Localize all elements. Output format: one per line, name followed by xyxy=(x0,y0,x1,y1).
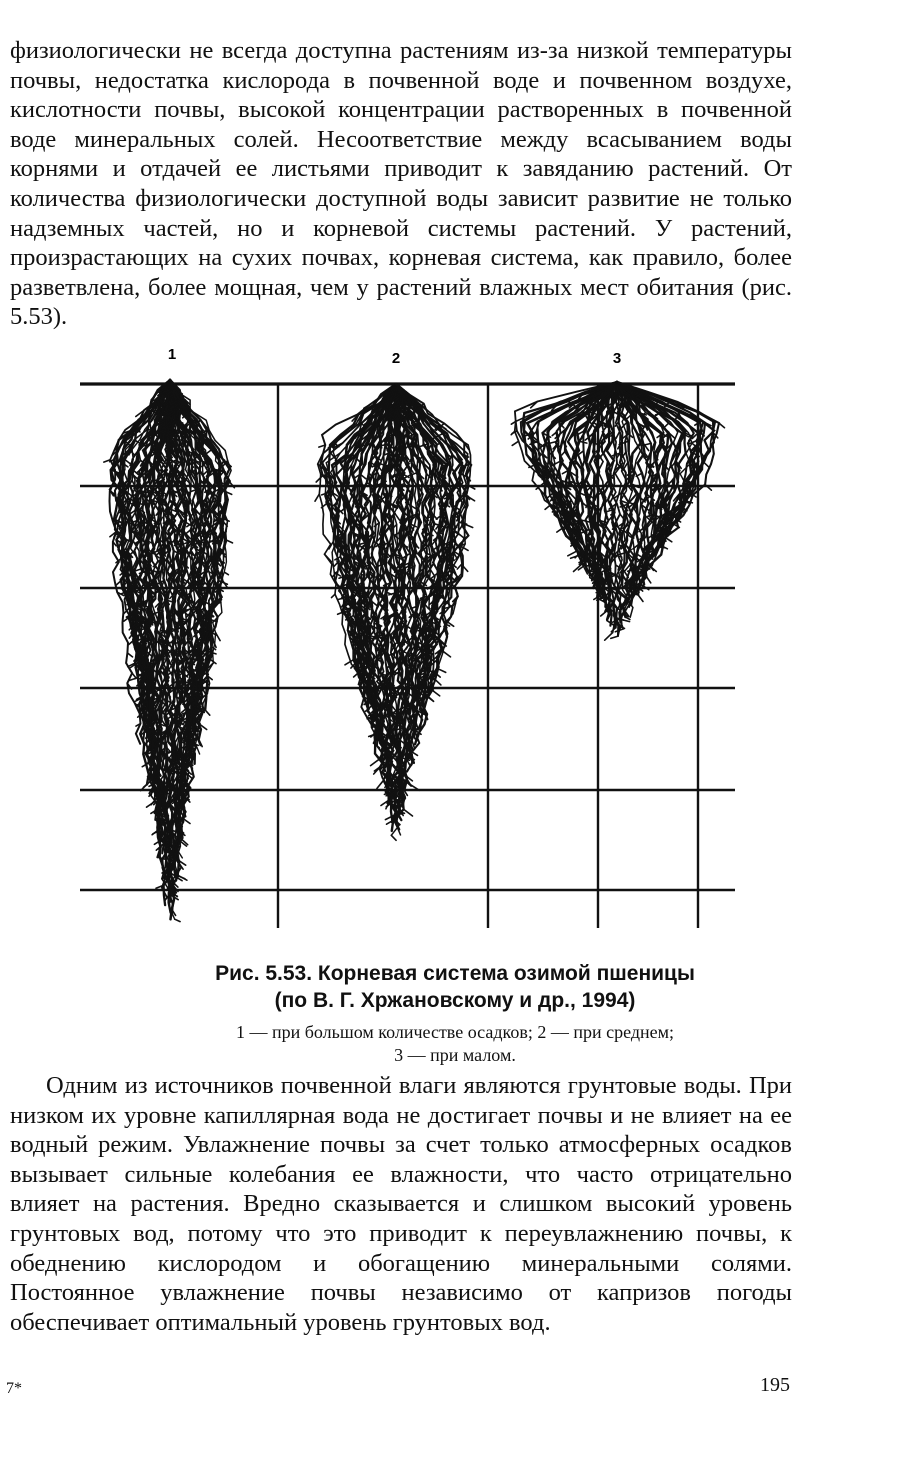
figure-label-3: 3 xyxy=(612,350,622,367)
figure-caption-title: Рис. 5.53. Корневая система озимой пшеницы xyxy=(215,962,695,985)
figure-caption-source: (по В. Г. Хржановскому и др., 1994) xyxy=(274,989,636,1012)
figure-label-1: 1 xyxy=(167,346,177,363)
page-number: 195 xyxy=(760,1374,790,1396)
signature-mark: 7* xyxy=(6,1380,22,1397)
root-diagram xyxy=(70,338,750,938)
root-system xyxy=(511,382,724,640)
body-paragraph-bottom: Одним из источников почвенной влаги являются грунтовые воды. При низком их уровне капиллярная вода не достигает почвы и не влияет на ее водный режим. Увлажнение почвы за счет только атмосферных осадков вызывает сильные колебания ее влажности, что часто отрицательно влияет на растения. Вредно сказывается и слишком высокий уровень грунтовых вод, потому что это приводит к переувлажнению почвы, к обеднению кислородом и обогащению минеральными солями. Постоянное увлажнение почвы независимо от капризов погоды обеспечивает оптимальный уровень грунтовых вод. xyxy=(10,1072,792,1336)
figure-legend-line-1: 1 — при большом количестве осадков; 2 — при среднем; xyxy=(235,1022,675,1042)
root-system-figure xyxy=(70,338,750,938)
root-system xyxy=(104,380,235,922)
root-system xyxy=(315,384,475,840)
figure-legend-line-2: 3 — при малом. xyxy=(394,1045,516,1065)
body-paragraph-top: физиологически не всегда доступна растениям из-за низкой температуры почвы, недостатка кислорода в почвенной воде и почвенном воздухе, кислотности почвы, высокой концентрации растворенных в почвенной воде минеральных солей. Несоответствие между всасыванием воды корнями и отдачей ее листьями приводит к завяданию растений. От количества физиологически доступной воды зависит развитие не только надземных частей, но и корневой системы растений. У растений, произрастающих на сухих почвах, корневая система, как правило, более разветвлена, более мощная, чем у растений влажных мест обитания (рис. 5.53). xyxy=(10,37,792,331)
figure-label-2: 2 xyxy=(391,350,401,367)
